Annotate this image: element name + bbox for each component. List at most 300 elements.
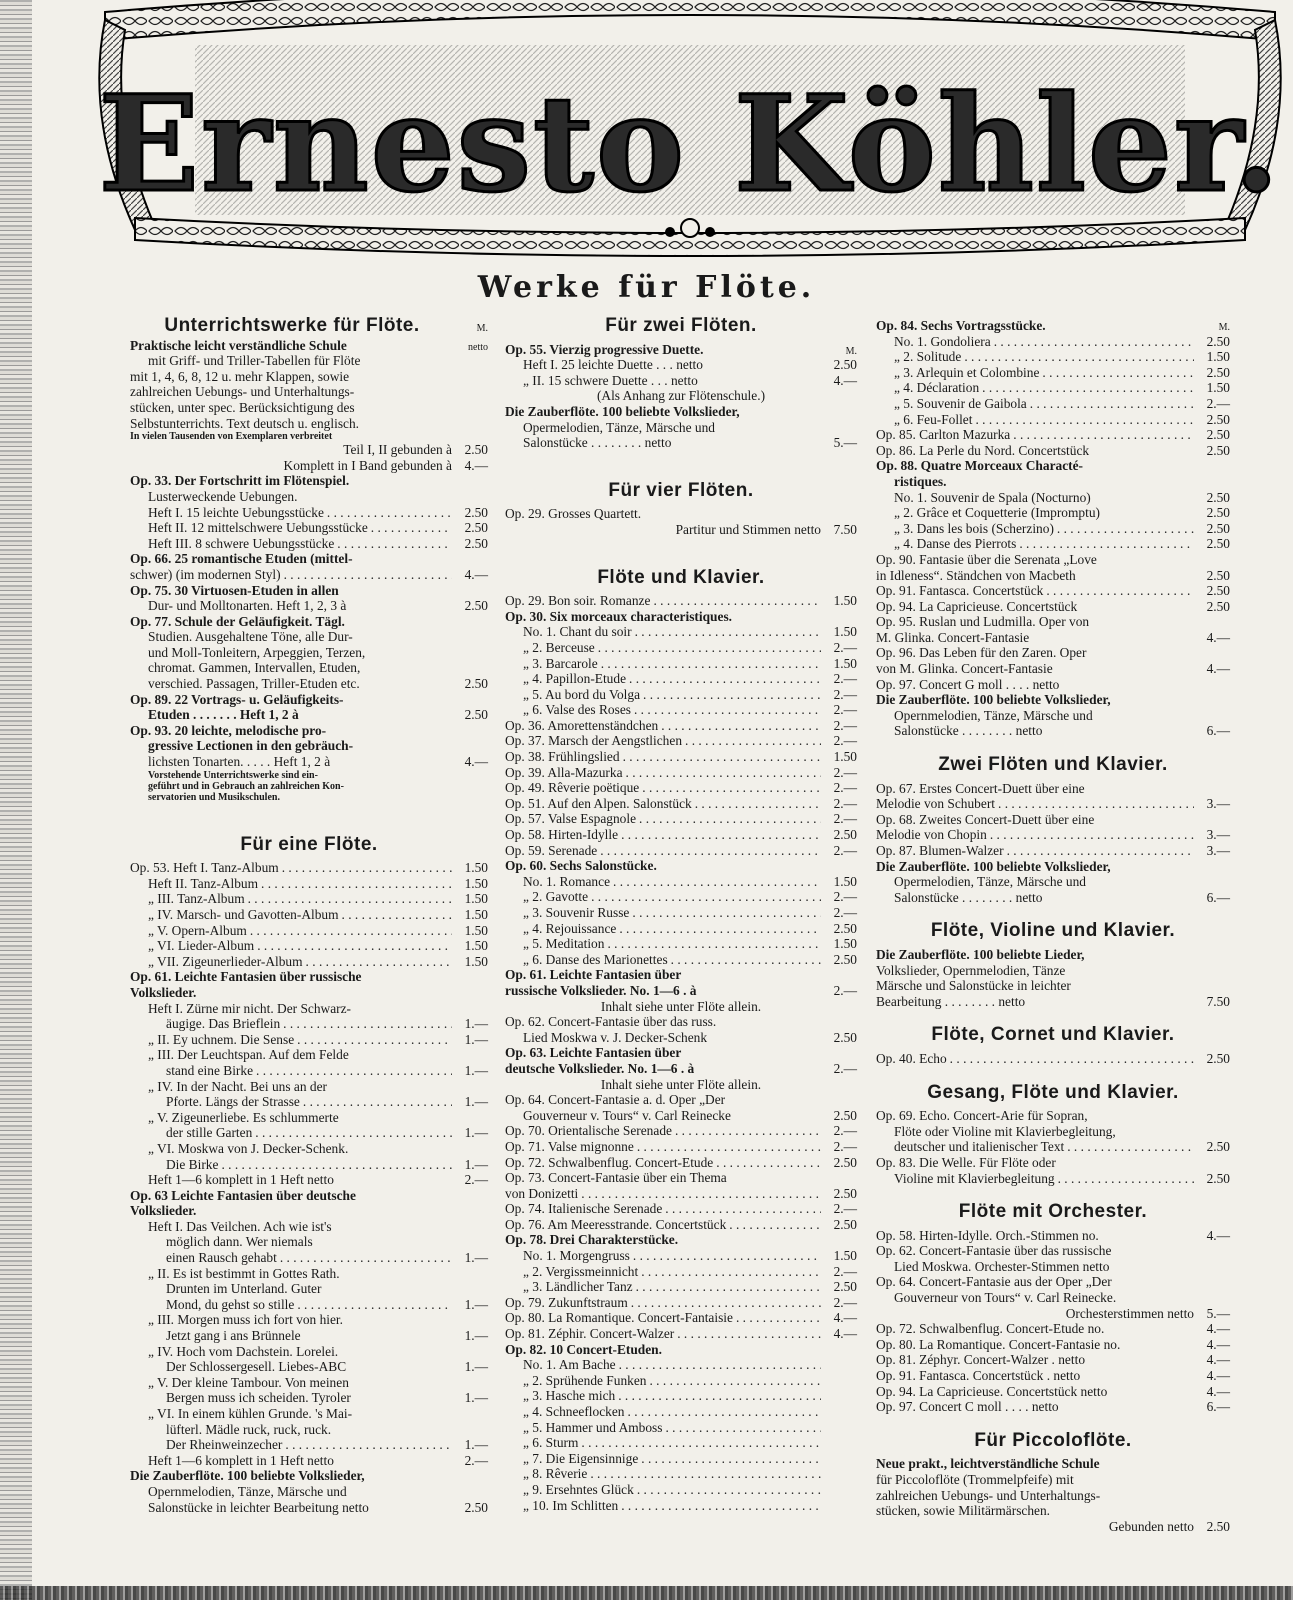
price: 5.— xyxy=(821,435,857,451)
list-item: einen Rausch gehabt xyxy=(166,1250,280,1265)
price: 1.50 xyxy=(452,938,488,954)
list-item: Op. 80. La Romantique. Concert-Fantaisie xyxy=(505,1310,736,1325)
price: 2.50 xyxy=(452,520,488,536)
price: 1.— xyxy=(452,1437,488,1453)
price: 2.50 xyxy=(1194,583,1230,599)
list-item: „ VI. Lieder-Album xyxy=(148,938,257,953)
price: 2.50 xyxy=(821,1186,857,1202)
list-item: „ 6. Feu-Follet xyxy=(894,412,975,427)
list-item: Op. 94. La Capricieuse. Concertstück xyxy=(876,598,1078,614)
price: 4.— xyxy=(1194,1321,1230,1337)
section-heading-piccoloflöte: Für Piccoloflöte. xyxy=(974,1429,1132,1451)
list-item: von M. Glinka. Concert-Fantasie xyxy=(876,661,1053,677)
price: 6.— xyxy=(1194,1399,1230,1415)
price: 4.— xyxy=(1194,1228,1230,1244)
schule-line: stücken, unter spec. Berücksichtigung des xyxy=(130,399,355,415)
list-item: „ 9. Ersehntes Glück xyxy=(523,1482,637,1497)
list-item: „ 3. Ländlicher Tanz xyxy=(523,1279,636,1294)
list-item: „ 10. Im Schlitten xyxy=(523,1498,621,1513)
list-item: möglich dann. Wer niemals xyxy=(166,1234,313,1250)
list-item: Op. 39. Alla-Mazurka xyxy=(505,765,626,780)
work-line: Studien. Ausgehaltene Töne, alle Dur- xyxy=(148,629,353,645)
price: 4.— xyxy=(452,754,488,770)
work-line: gressive Lectionen in den gebräuch- xyxy=(148,738,354,754)
list-item: Op. 58. Hirten-Idylle. Orch.-Stimmen no. xyxy=(876,1227,1099,1243)
work-title: Op. 96. Das Leben für den Zaren. Oper xyxy=(876,645,1087,661)
work-title: Die Zauberflöte. 100 beliebte Volkslieder, xyxy=(130,1468,365,1484)
work-title: Op. 66. 25 romantische Etuden (mittel- xyxy=(130,551,353,567)
work-title: Op. 29. Grosses Quartett. xyxy=(505,506,642,522)
list-item: Op. 91. Fantasca. Concertstück . netto xyxy=(876,1368,1081,1384)
work-title: ristiques. xyxy=(894,473,947,489)
list-item: „ IV. Marsch- und Gavotten-Album xyxy=(148,907,342,922)
work-line: chromat. Gammen, Intervallen, Etuden, xyxy=(148,660,361,676)
price: 2.— xyxy=(821,889,857,905)
list-item: „ 2. Vergissmeinnicht xyxy=(523,1264,641,1279)
list-item: Partitur und Stimmen netto xyxy=(675,521,821,537)
work-title: Op. 64. Concert-Fantasie aus der Oper „Der xyxy=(876,1274,1112,1290)
list-item: Op. 40. Echo xyxy=(876,1051,950,1066)
price: 2.— xyxy=(821,765,857,781)
list-item: „ III. Tanz-Album xyxy=(148,891,248,906)
price: 1.50 xyxy=(821,1248,857,1264)
work-title: Die Zauberflöte. 100 beliebte Volkslieder, xyxy=(876,858,1111,874)
work-line: Opernmelodien, Tänze, Märsche und xyxy=(894,707,1093,723)
work-title: Volkslieder. xyxy=(130,984,197,1000)
currency-label: M. xyxy=(1194,322,1230,333)
section-heading-zwei-floeten: Für zwei Flöten. xyxy=(605,315,757,336)
list-item: Gouverneur v. Tours“ v. Carl Reinecke xyxy=(523,1107,731,1123)
list-item: Bearbeitung . . . . . . . . netto xyxy=(876,993,1026,1009)
work-title: Op. 55. Vierzig progressive Duette. xyxy=(505,341,704,357)
list-item: „ 3. Barcarole xyxy=(523,656,601,671)
list-item: „ 4. Schneeflocken xyxy=(523,1404,628,1419)
price: 5.— xyxy=(1194,1306,1230,1322)
work-title: Op. 88. Quatre Morceaux Characté- xyxy=(876,458,1084,474)
work-title: Op. 89. 22 Vortrags- u. Geläufigkeits- xyxy=(130,691,344,707)
price: 2.— xyxy=(821,1295,857,1311)
price: 2.— xyxy=(821,843,857,859)
list-item: Heft 1—6 komplett in 1 Heft netto xyxy=(148,1452,334,1468)
work-title: Op. 77. Schule der Geläufigkeit. Tägl. xyxy=(130,613,345,629)
price: 2.— xyxy=(821,640,857,656)
list-item: „ 3. Souvenir Russe xyxy=(523,905,632,920)
list-item: Op. 70. Orientalische Serenade xyxy=(505,1123,675,1138)
list-item: von Donizetti xyxy=(505,1186,581,1201)
price: 2.50 xyxy=(452,707,488,723)
price: 4.— xyxy=(1194,1352,1230,1368)
list-item: Jetzt gang i ans Brünnele xyxy=(166,1328,301,1344)
list-item: „ 5. Souvenir de Gaibola xyxy=(894,396,1030,411)
list-item: M. Glinka. Concert-Fantasie xyxy=(876,629,1030,645)
list-item: No. 1. Am Bache xyxy=(523,1357,619,1372)
list-item: „ VI. Moskwa von J. Decker-Schenk. xyxy=(148,1140,349,1156)
work-note: Inhalt siehe unter Flöte allein. xyxy=(600,1076,762,1092)
list-item: No. 1. Gondoliera xyxy=(894,334,994,349)
price: 2.50 xyxy=(1194,427,1230,443)
list-item: „ 7. Die Eigensinnige xyxy=(523,1451,641,1466)
list-item: Bergen muss ich scheiden. Tyroler xyxy=(166,1390,351,1406)
price: 2.— xyxy=(1194,396,1230,412)
price: 2.— xyxy=(821,1139,857,1155)
price: 1.50 xyxy=(821,749,857,765)
list-item: stand eine Birke xyxy=(166,1063,256,1078)
price: 4.— xyxy=(452,458,488,474)
work-title: Op. 93. 20 leichte, melodische pro- xyxy=(130,722,327,738)
list-item: „ 3. Arlequin et Colombine xyxy=(894,365,1042,380)
price: 2.50 xyxy=(1194,536,1230,552)
column-3 xyxy=(876,318,1230,1534)
price: 2.50 xyxy=(821,1279,857,1295)
price: 2.50 xyxy=(1194,1139,1230,1155)
list-item: Salonstücke . . . . . . . . netto xyxy=(894,723,1043,739)
price: 1.50 xyxy=(452,907,488,923)
banner-title: Ernesto Köhler. xyxy=(98,67,1282,222)
price: 3.— xyxy=(1194,796,1230,812)
footnote: geführt und in Gebrauch an zahlreichen Kon- xyxy=(148,780,344,792)
list-item: Op. 97. Concert C moll . . . . netto xyxy=(876,1399,1059,1415)
price: 2.50 xyxy=(1194,505,1230,521)
section-heading-zwei-floeten-klavier: Zwei Flöten und Klavier. xyxy=(938,754,1168,776)
list-item: „ VI. In einem kühlen Grunde. 's Mai- xyxy=(148,1406,353,1421)
work-title: Op. 69. Echo. Concert-Arie für Sopran, xyxy=(876,1108,1088,1124)
list-item: Op. 36. Amorettenständchen xyxy=(505,718,661,733)
list-item: „ 6. Valse des Roses xyxy=(523,702,634,717)
list-item: Salonstücke . . . . . . . . netto xyxy=(894,889,1043,905)
list-item: „ 5. Au bord du Volga xyxy=(523,687,643,702)
list-item: „ II. Es ist bestimmt in Gottes Rath. xyxy=(148,1265,340,1281)
list-item: Heft I. 25 leichte Duette . . . netto xyxy=(523,357,703,373)
price: 3.— xyxy=(1194,827,1230,843)
price: 1.50 xyxy=(821,624,857,640)
list-item: Etuden . . . . . . . Heft 1, 2 à xyxy=(148,707,299,723)
list-item: „ V. Der kleine Tambour. Von meinen xyxy=(148,1374,349,1390)
list-item: „ 2. Gavotte xyxy=(523,889,591,904)
list-item: „ 6. Sturm xyxy=(523,1435,581,1450)
list-item: Op. 58. Hirten-Idylle xyxy=(505,827,621,842)
list-item: Dur- und Molltonarten. Heft 1, 2, 3 à xyxy=(148,598,347,614)
list-item: lüfterl. Mädle ruck, ruck, ruck. xyxy=(166,1421,332,1437)
price: 1.50 xyxy=(452,923,488,939)
masthead-ornament xyxy=(95,0,1285,265)
price: 1.— xyxy=(452,1032,488,1048)
list-item: „ IV. In der Nacht. Bei uns an der xyxy=(148,1078,327,1094)
work-line: für Piccoloflöte (Trommelpfeife) mit xyxy=(876,1472,1074,1487)
list-item: Op. 80. La Romantique. Concert-Fantasie no. xyxy=(876,1336,1121,1352)
work-title: Op. 67. Erstes Concert-Duett über eine xyxy=(876,780,1085,796)
list-item: Heft III. 8 schwere Uebungsstücke xyxy=(148,536,337,551)
section-heading-floete-cornet-klavier: Flöte, Cornet und Klavier. xyxy=(931,1024,1175,1046)
price: 2.50 xyxy=(1194,412,1230,428)
schule-title: Praktische leicht verständliche Schule xyxy=(130,337,347,353)
price: 2.50 xyxy=(1194,568,1230,584)
price: 1.— xyxy=(452,1094,488,1110)
price: 2.50 xyxy=(821,1030,857,1046)
work-title: Op. 73. Concert-Fantasie über ein Thema xyxy=(505,1170,727,1186)
work-line: Opermelodien, Tänze, Märsche und xyxy=(894,874,1086,890)
list-item: „ 3. Dans les bois (Scherzino) xyxy=(894,521,1057,536)
price: 2.50 xyxy=(1194,1051,1230,1067)
list-item: Op. 79. Zukunftstraum xyxy=(505,1295,631,1310)
work-line: Märsche und Salonstücke in leichter xyxy=(876,978,1071,994)
list-item: „ 2. Grâce et Coquetterie (Impromptu) xyxy=(894,505,1100,521)
list-item: Op. 59. Serenade xyxy=(505,843,600,858)
price: 2.— xyxy=(821,1264,857,1280)
price: 2.— xyxy=(821,687,857,703)
list-item: Heft I. Zürne mir nicht. Der Schwarz- xyxy=(148,1000,352,1016)
list-item: Op. 87. Blumen-Walzer xyxy=(876,843,1007,858)
list-item: Gebunden netto xyxy=(1108,1518,1194,1534)
price: 2.50 xyxy=(821,1108,857,1124)
work-title: Op. 64. Concert-Fantasie a. d. Oper „Der xyxy=(505,1092,726,1108)
schule-line: Selbstunterrichts. Text deutsch u. englisch. xyxy=(130,415,360,431)
list-item: No. 1. Souvenir de Spala (Nocturno) xyxy=(894,489,1091,505)
price: 1.— xyxy=(452,1157,488,1173)
section-heading-eine-floete: Für eine Flöte. xyxy=(240,833,378,855)
list-item: „ 6. Danse des Marionettes xyxy=(523,952,671,967)
work-title: Die Zauberflöte. 100 beliebte Volkslieder, xyxy=(876,692,1111,708)
list-item: Die Birke xyxy=(166,1157,221,1172)
price: 1.50 xyxy=(821,874,857,890)
schule-line: mit 1, 4, 6, 8, 12 u. mehr Klappen, sowie xyxy=(130,368,350,384)
list-item: Op. 53. Heft I. Tanz-Album xyxy=(130,860,282,875)
list-item: Salonstücke . . . . . . . . netto xyxy=(523,435,672,451)
price: 1.— xyxy=(452,1390,488,1406)
list-item: Op. 49. Rêverie poëtique xyxy=(505,780,642,795)
section-heading-unterricht: Unterrichtswerke für Flöte. xyxy=(164,315,420,336)
work-sub: Lusterweckende Uebungen. xyxy=(148,488,298,504)
price: 2.50 xyxy=(1194,443,1230,459)
price: 2.50 xyxy=(821,357,857,373)
list-item: Op. 86. La Perle du Nord. Concertstück xyxy=(876,442,1090,458)
price: 4.— xyxy=(821,373,857,389)
price: 2.— xyxy=(821,1123,857,1139)
list-item: Melodie von Schubert xyxy=(876,796,998,811)
price: 2.50 xyxy=(1194,334,1230,350)
list-item: „ 2. Sprühende Funken xyxy=(523,1373,649,1388)
price: 1.— xyxy=(452,1359,488,1375)
list-item: „ IV. Hoch vom Dachstein. Lorelei. xyxy=(148,1343,339,1359)
list-item: „ 2. Solitude xyxy=(894,349,964,364)
list-item: „ 4. Déclaration xyxy=(894,380,982,395)
work-note: Inhalt siehe unter Flöte allein. xyxy=(600,998,762,1014)
price: 2.— xyxy=(821,1061,857,1077)
list-item: No. 1. Romance xyxy=(523,874,613,889)
work-title: Op. 63 Leichte Fantasien über deutsche xyxy=(130,1187,356,1203)
list-item: Heft I. 15 leichte Uebungsstücke xyxy=(148,505,327,520)
list-item: Op. 81. Zéphir. Concert-Walzer xyxy=(505,1326,677,1341)
list-item: deutsche Volkslieder. No. 1—6 . à xyxy=(505,1060,695,1076)
work-line: und Moll-Tonleitern, Arpeggien, Terzen, xyxy=(148,644,366,660)
price: 4.— xyxy=(1194,661,1230,677)
work-title: Op. 61. Leichte Fantasien über xyxy=(505,967,682,983)
section-heading-floete-violine-klavier: Flöte, Violine und Klavier. xyxy=(930,920,1176,942)
price: 2.50 xyxy=(1194,521,1230,537)
price: 2.50 xyxy=(821,1217,857,1233)
list-item: schwer) (im modernen Styl) xyxy=(130,567,284,582)
footnote: Vorstehende Unterrichtswerke sind ein- xyxy=(148,769,318,781)
price: 1.50 xyxy=(452,891,488,907)
work-line: stücken, sowie Militärmärschen. xyxy=(876,1503,1051,1519)
price: 2.— xyxy=(821,733,857,749)
list-item: Orchesterstimmen netto xyxy=(1065,1305,1194,1321)
list-item: Pforte. Längs der Strasse xyxy=(166,1094,303,1109)
work-line: zahlreichen Uebungs- und Unterhaltungs- xyxy=(876,1487,1101,1503)
price: 1.50 xyxy=(821,656,857,672)
price: 2.— xyxy=(821,702,857,718)
price: 4.— xyxy=(1194,1368,1230,1384)
list-item: russische Volkslieder. No. 1—6 . à xyxy=(505,982,697,998)
list-item: der stille Garten xyxy=(166,1125,255,1140)
price: 1.50 xyxy=(1194,349,1230,365)
list-item: „ 5. Meditation xyxy=(523,936,607,951)
work-title: Op. 62. Concert-Fantasie über das russ. xyxy=(505,1014,717,1030)
price: 2.— xyxy=(821,671,857,687)
list-item: Melodie von Chopin xyxy=(876,827,990,842)
list-item: in Idleness“. Ständchen von Macbeth xyxy=(876,567,1076,583)
price: 2.50 xyxy=(452,676,488,692)
list-item: lichsten Tonarten. . . . . Heft 1, 2 à xyxy=(148,754,331,770)
section-heading-gesang-floete-klavier: Gesang, Flöte und Klavier. xyxy=(927,1081,1179,1103)
price: 2.— xyxy=(821,1201,857,1217)
work-title: Op. 82. 10 Concert-Etuden. xyxy=(505,1341,662,1357)
price: 2.— xyxy=(821,905,857,921)
work-title: Op. 61. Leichte Fantasien über russische xyxy=(130,969,362,985)
list-item: Der Rheinweinzecher xyxy=(166,1437,285,1452)
list-item: Op. 97. Concert G moll . . . . netto xyxy=(876,676,1060,692)
work-title: Op. 62. Concert-Fantasie über das russische xyxy=(876,1243,1112,1259)
list-item: „ VII. Zigeunerlieder-Album xyxy=(148,954,306,969)
price: 2.— xyxy=(452,1453,488,1469)
list-item: „ 4. Rejouissance xyxy=(523,921,619,936)
list-item: „ III. Der Leuchtspan. Auf dem Felde xyxy=(148,1047,349,1063)
price: 7.50 xyxy=(1194,994,1230,1010)
price: 6.— xyxy=(1194,723,1230,739)
list-item: „ 3. Hasche mich xyxy=(523,1388,618,1403)
list-item: „ 4. Papillon-Etude xyxy=(523,671,629,686)
list-item: Op. 71. Valse mignonne xyxy=(505,1139,637,1154)
list-item: Op. 72. Schwalbenflug. Concert-Etude no. xyxy=(876,1321,1105,1337)
price: 7.50 xyxy=(821,522,857,538)
section-heading-floete-klavier: Flöte und Klavier. xyxy=(597,566,765,588)
masthead-banner xyxy=(95,0,1285,265)
price: 2.50 xyxy=(1194,1171,1230,1187)
list-item: „ II. Ey uchnem. Die Sense xyxy=(148,1032,297,1047)
work-title: Op. 95. Ruslan und Ludmilla. Oper von xyxy=(876,614,1090,630)
price: 2.50 xyxy=(1194,599,1230,615)
list-item: Op. 94. La Capricieuse. Concertstück netto xyxy=(876,1383,1108,1399)
list-item: Op. 74. Italienische Serenade xyxy=(505,1201,665,1216)
scan-bottom-edge xyxy=(0,1586,1293,1600)
scan-edge xyxy=(0,0,32,1600)
work-title: Op. 90. Fantasie über die Serenata „Love xyxy=(876,551,1097,567)
price: 6.— xyxy=(1194,890,1230,906)
column-2 xyxy=(505,315,857,1513)
price: 2.— xyxy=(821,983,857,999)
price: 2.50 xyxy=(821,921,857,937)
column-1 xyxy=(130,315,488,1515)
list-item: Heft II. Tanz-Album xyxy=(148,876,261,891)
list-item: äugige. Das Brieflein xyxy=(166,1016,283,1031)
price: 1.50 xyxy=(452,860,488,876)
price: 4.— xyxy=(821,1310,857,1326)
list-item: deutscher und italienischer Text xyxy=(894,1139,1067,1154)
work-title: Op. 75. 30 Virtuosen-Etuden in allen xyxy=(130,582,339,598)
price: 2.— xyxy=(821,811,857,827)
list-item: „ 8. Rêverie xyxy=(523,1466,590,1481)
list-item: Mond, du gehst so stille xyxy=(166,1297,297,1312)
work-title: Volkslieder. xyxy=(130,1203,197,1219)
list-item: Lied Moskwa v. J. Decker-Schenk xyxy=(523,1029,708,1045)
price: 2.50 xyxy=(1194,365,1230,381)
work-title: Op. 33. Der Fortschritt im Flötenspiel. xyxy=(130,473,350,489)
list-item: Op. 51. Auf den Alpen. Salonstück xyxy=(505,796,695,811)
price: 1.50 xyxy=(821,593,857,609)
list-item: „ 4. Danse des Pierrots xyxy=(894,536,1019,551)
work-line: Opernmelodien, Tänze, Märsche und xyxy=(148,1483,347,1499)
list-item: Op. 37. Marsch der Aengstlichen xyxy=(505,733,685,748)
price: 2.— xyxy=(821,718,857,734)
price: 3.— xyxy=(1194,843,1230,859)
work-line: Gouverneur von Tours“ v. Carl Reinecke. xyxy=(894,1290,1117,1306)
price: 2.50 xyxy=(821,827,857,843)
list-item: „ V. Zigeunerliebe. Es schlummerte xyxy=(148,1109,339,1125)
list-item: Op. 38. Frühlingslied xyxy=(505,749,623,764)
list-item: Drunten im Unterland. Guter xyxy=(166,1281,322,1297)
price: 2.— xyxy=(821,780,857,796)
price: 1.— xyxy=(452,1297,488,1313)
list-item: Der Schlossergesell. Liebes-ABC xyxy=(166,1359,347,1375)
list-item: Op. 29. Bon soir. Romanze xyxy=(505,593,653,608)
list-item: „ III. Morgen muss ich fort von hier. xyxy=(148,1312,343,1328)
list-item: Heft 1—6 komplett in 1 Heft netto xyxy=(148,1172,334,1188)
list-item: Heft II. 12 mittelschwere Uebungsstücke xyxy=(148,520,371,535)
work-title: Die Zauberflöte. 100 beliebte Volkslieder, xyxy=(505,403,740,419)
price: 4.— xyxy=(1194,630,1230,646)
currency-label: M. xyxy=(821,346,857,357)
price: 2.50 xyxy=(452,598,488,614)
price: 2.50 xyxy=(821,1155,857,1171)
list-item: Komplett in I Band gebunden à xyxy=(283,457,452,473)
list-item: „ 2. Berceuse xyxy=(523,640,598,655)
price: 1.50 xyxy=(821,936,857,952)
section-heading-floete-orchester: Flöte mit Orchester. xyxy=(958,1201,1148,1223)
list-item: No. 1. Chant du soir xyxy=(523,624,635,639)
price: 2.50 xyxy=(452,505,488,521)
work-line: Flöte oder Violine mit Klavierbegleitung, xyxy=(894,1123,1116,1139)
price: 2.50 xyxy=(452,536,488,552)
work-title: Op. 78. Drei Charakterstücke. xyxy=(505,1232,679,1248)
price: 1.— xyxy=(452,1328,488,1344)
schule-line: mit Griff- und Triller-Tabellen für Flöte xyxy=(148,353,361,369)
work-title: Op. 30. Six morceaux characteristiques. xyxy=(505,608,732,624)
price: 4.— xyxy=(452,567,488,583)
work-line: Volkslieder, Opernmelodien, Tänze xyxy=(876,962,1066,978)
price: 2.— xyxy=(821,796,857,812)
work-title: Neue prakt., leichtverständliche Schule xyxy=(876,1456,1100,1472)
price: 2.50 xyxy=(452,1500,488,1516)
schule-note: In vielen Tausenden von Exemplaren verbreitet xyxy=(130,431,333,443)
work-title: Op. 83. Die Welle. Für Flöte oder xyxy=(876,1154,1056,1170)
list-item: Salonstücke in leichter Bearbeitung netto xyxy=(148,1499,369,1515)
page-subtitle: Werke für Flöte. xyxy=(477,270,816,305)
price: 4.— xyxy=(821,1326,857,1342)
price: 2.50 xyxy=(1194,490,1230,506)
work-title: Op. 63. Leichte Fantasien über xyxy=(505,1045,682,1061)
list-item: Op. 76. Am Meeresstrande. Concertstück xyxy=(505,1217,729,1232)
list-item: Lied Moskwa. Orchester-Stimmen netto xyxy=(894,1258,1110,1274)
price: 4.— xyxy=(1194,1337,1230,1353)
